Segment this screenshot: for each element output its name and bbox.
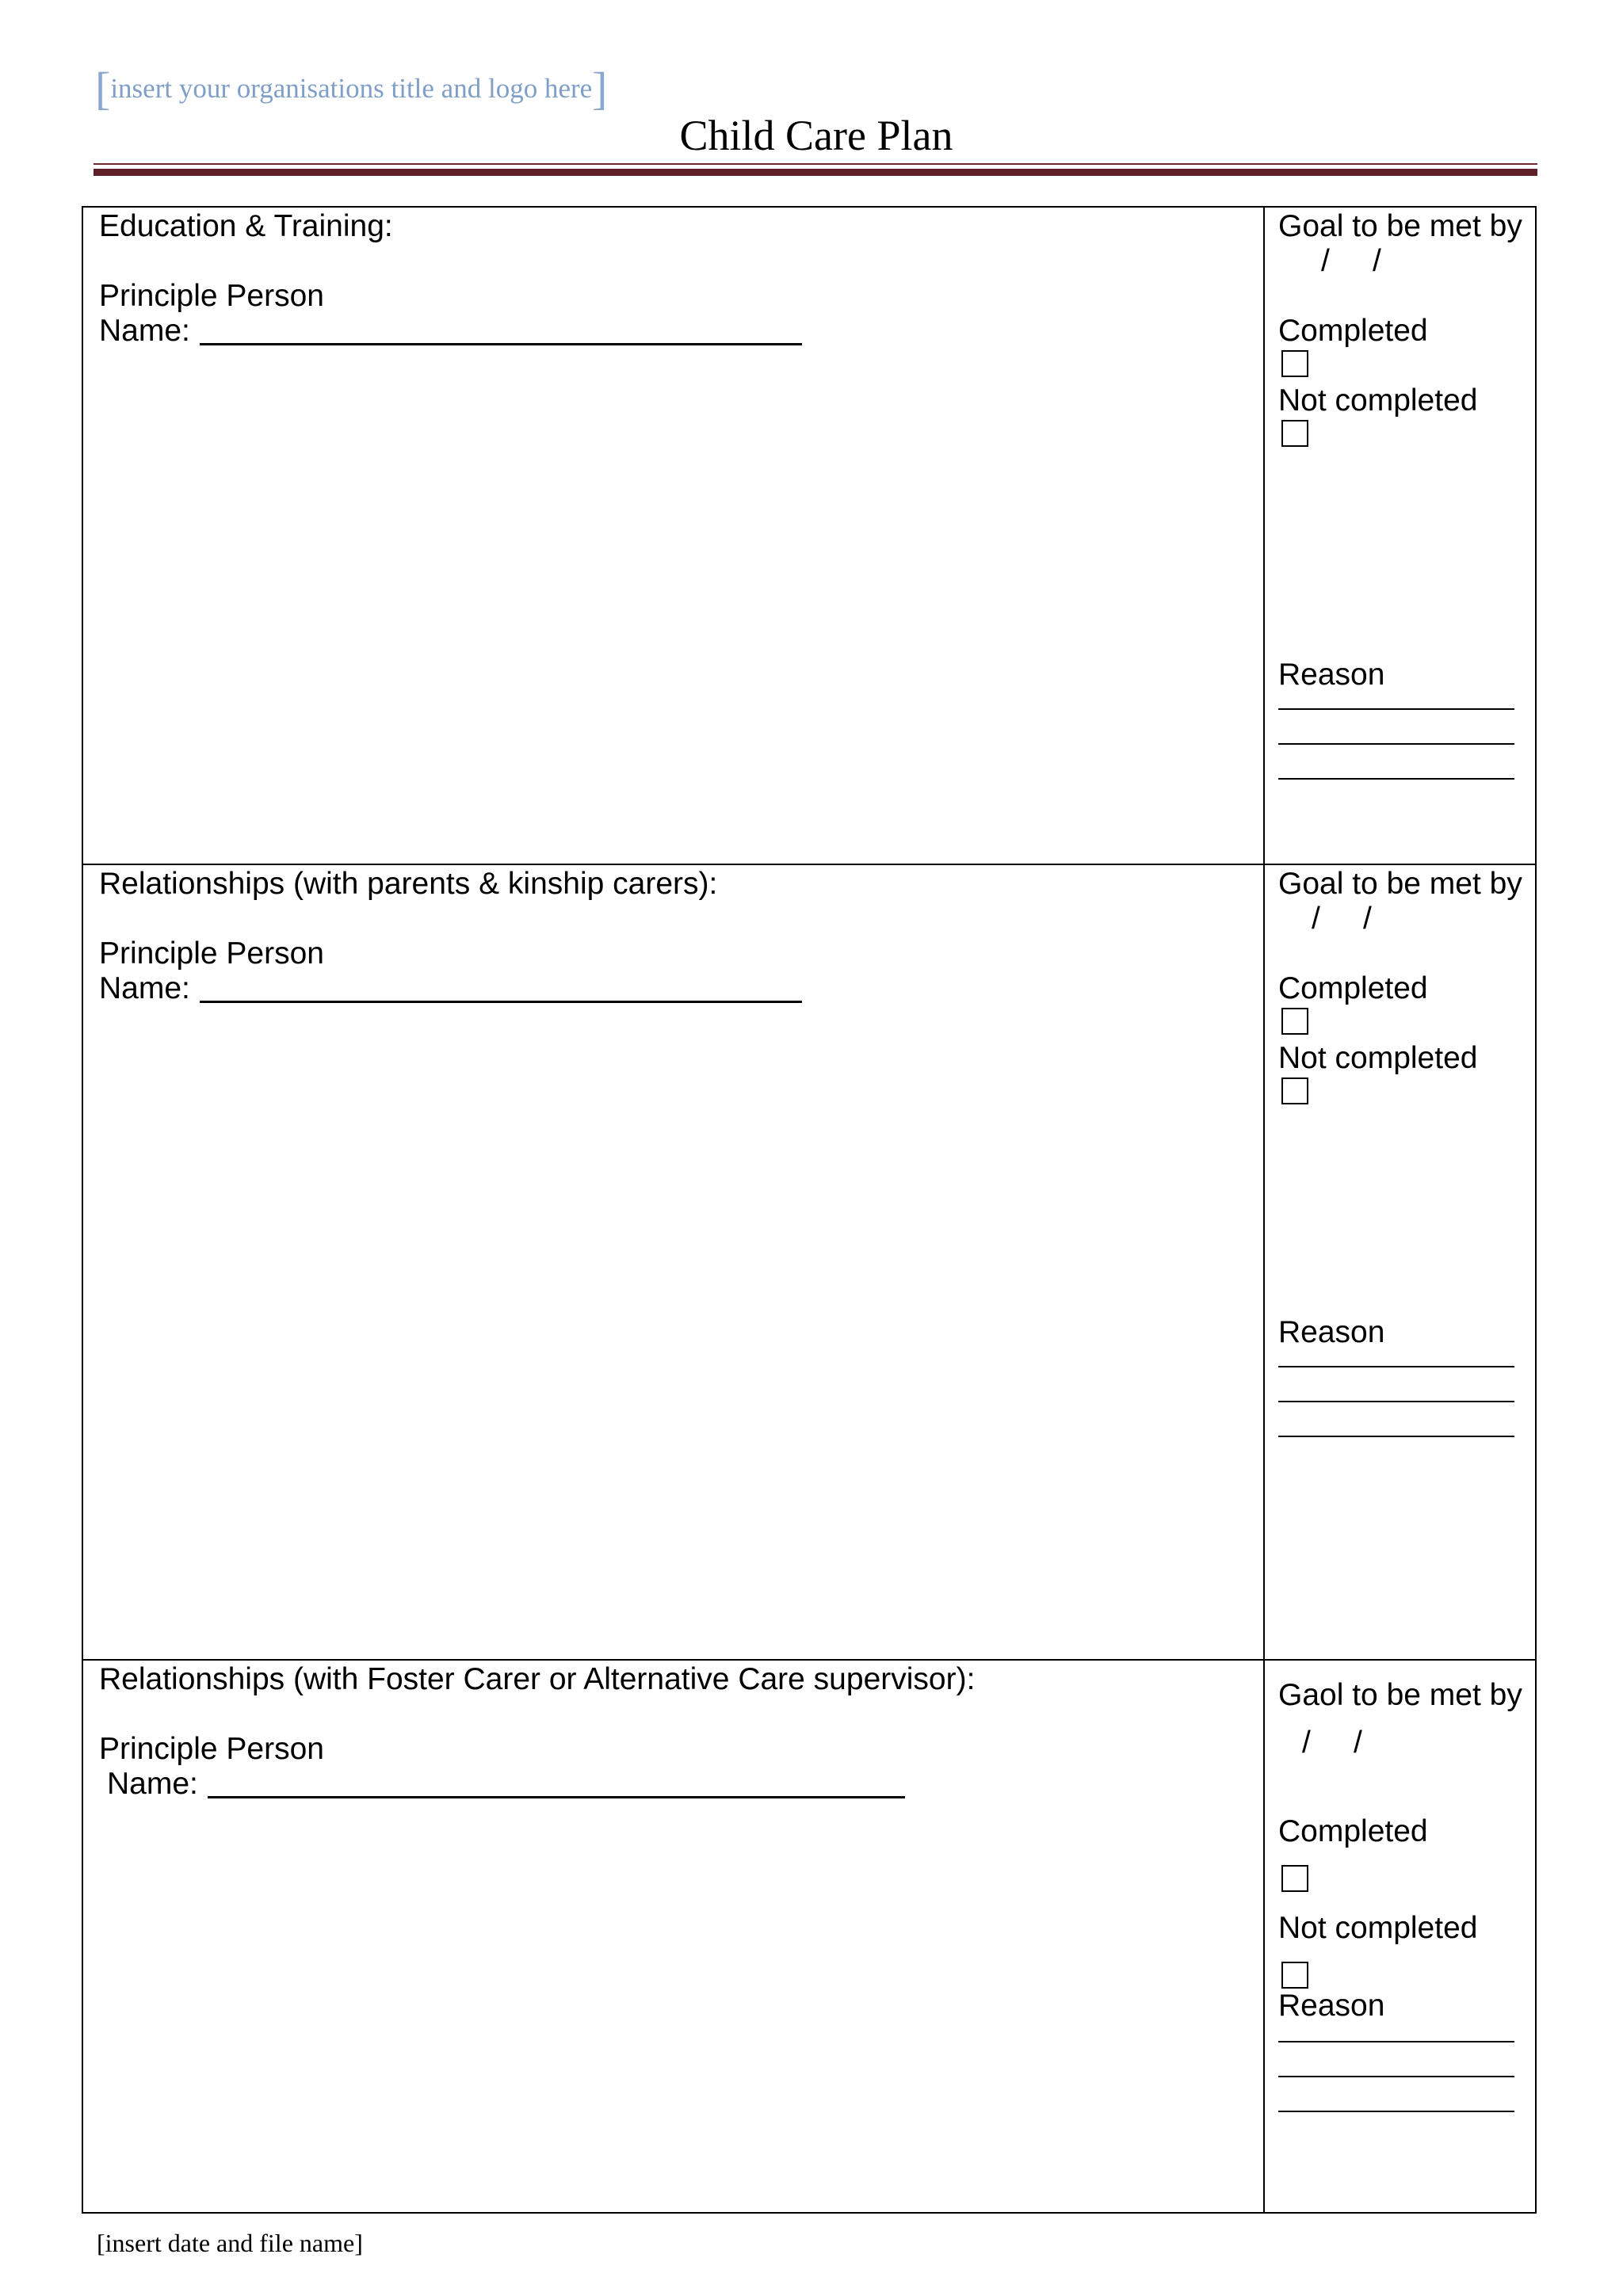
reason-block [1278,658,1514,780]
not-completed-checkbox[interactable] [1281,1962,1308,1989]
goal-date-field[interactable]: / / [1312,902,1372,936]
completed-checkbox[interactable] [1281,350,1308,377]
header-rule-thick [94,169,1537,176]
goal-panel [1278,867,1522,1104]
completed-checkbox[interactable] [1281,1008,1308,1035]
not-completed-checkbox[interactable] [1281,420,1308,447]
name-input-line[interactable] [200,1001,802,1003]
section-details [99,1662,975,1802]
section-heading: Relationships (with parents & kinship carers): [99,867,718,901]
footer-placeholder: [insert date and file name] [97,2229,363,2257]
section-details [99,209,802,349]
section-heading: Relationships (with Foster Carer or Alternative Care supervisor): [99,1662,976,1696]
reason-line[interactable] [1278,1436,1514,1437]
column-divider [1263,1661,1265,2212]
open-bracket: [ [95,63,111,114]
name-label: Name: [99,314,190,348]
section-heading: Education & Training: [99,209,393,243]
column-divider [1263,208,1265,864]
completed-label: Completed [1278,314,1428,348]
reason-line[interactable] [1278,743,1514,745]
name-input-line[interactable] [200,343,802,345]
column-divider [1263,865,1265,1659]
reason-line[interactable] [1278,2111,1514,2112]
not-completed-checkbox[interactable] [1281,1077,1308,1104]
plan-section-foster-carer-relationships [82,1659,1537,2214]
header-rule-thin [94,163,1537,165]
reason-line[interactable] [1278,778,1514,780]
goal-label: Goal to be met by [1278,867,1522,901]
goal-panel [1278,1678,1522,2112]
name-label: Name: [99,971,190,1005]
organisation-placeholder-text: insert your organisations title and logo here [110,73,593,104]
section-details [99,867,802,1006]
not-completed-label: Not completed [1278,383,1478,418]
goal-date-field[interactable]: / / [1302,1726,1362,1760]
completed-label: Completed [1278,971,1428,1005]
principle-person-label: Principle Person [99,279,324,313]
principle-person-label: Principle Person [99,936,324,971]
completed-checkbox[interactable] [1281,1865,1308,1892]
reason-label: Reason [1278,658,1385,692]
not-completed-label: Not completed [1278,1041,1478,1075]
document-title: Child Care Plan [679,112,953,159]
close-bracket: ] [592,63,608,114]
reason-line[interactable] [1278,1401,1514,1402]
completed-label: Completed [1278,1814,1428,1848]
goal-date-field[interactable]: / / [1321,244,1381,278]
reason-label: Reason [1278,1315,1385,1349]
plan-section-education [82,206,1537,864]
reason-block [1278,1315,1514,1437]
name-label: Name: [107,1767,198,1801]
goal-label: Gaol to be met by [1278,1678,1522,1712]
not-completed-label: Not completed [1278,1911,1478,1945]
plan-section-parent-relationships [82,864,1537,1659]
reason-line[interactable] [1278,2076,1514,2077]
name-input-line[interactable] [208,1796,905,1798]
goal-label: Goal to be met by [1278,209,1522,243]
reason-label: Reason [1278,1989,1385,2023]
reason-line[interactable] [1278,708,1514,710]
principle-person-label: Principle Person [99,1732,324,1766]
organisation-placeholder [95,62,608,115]
reason-line[interactable] [1278,2041,1514,2042]
reason-line[interactable] [1278,1366,1514,1367]
goal-panel [1278,209,1522,447]
